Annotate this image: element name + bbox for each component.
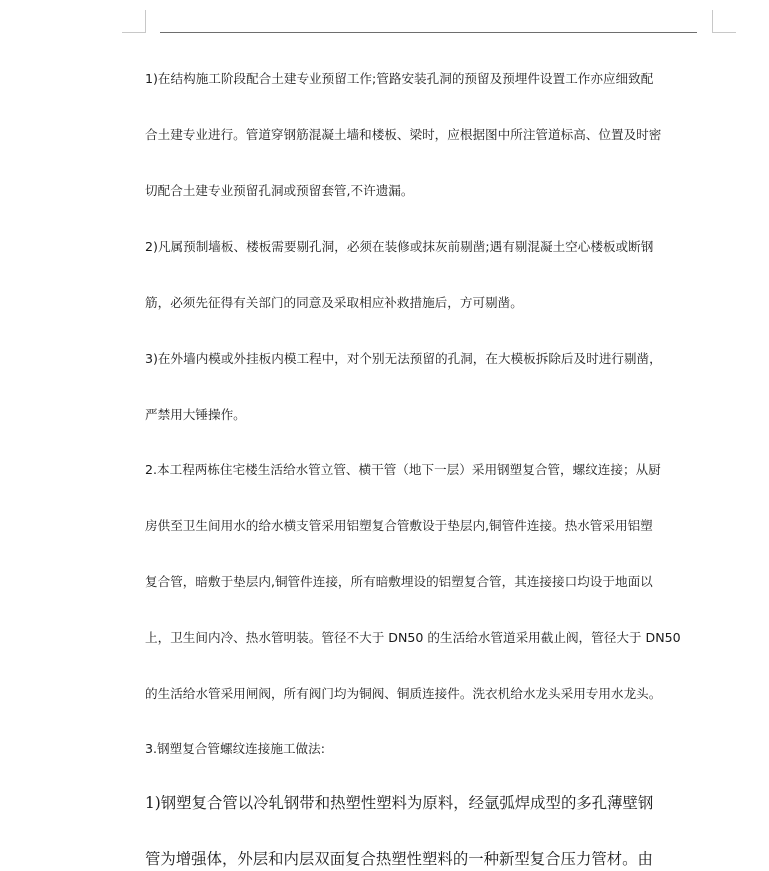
crop-mark-top-right-vertical — [712, 10, 713, 32]
text-line: 复合管，暗敷于垫层内,铜管件连接，所有暗敷埋设的铝塑复合管，其连接接口均设于地面以 — [145, 574, 653, 589]
text-line: 合土建专业进行。管道穿钢筋混凝土墙和楼板、梁时，应根据图中所注管道标高、位置及时密 — [145, 127, 662, 142]
crop-mark-top-left-horizontal — [122, 32, 146, 33]
text-line: 3.钢塑复合管螺纹连接施工做法: — [145, 741, 325, 756]
text-line: 上，卫生间内冷、热水管明装。管径不大于 DN50 的生活给水管道采用截止阀，管径大于 DN50 — [145, 630, 681, 645]
text-line: 严禁用大锤操作。 — [145, 407, 246, 422]
crop-mark-top-right-horizontal — [712, 32, 736, 33]
text-line: 3)在外墙内模或外挂板内模工程中，对个别无法预留的孔洞，在大模板拆除后及时进行剔凿， — [145, 351, 662, 366]
text-line: 1)钢塑复合管以冷轧钢带和热塑性塑料为原料，经氩弧焊成型的多孔薄壁钢 — [145, 794, 654, 812]
text-line: 2)凡属预制墙板、楼板需要剔孔洞，必须在装修或抹灰前剔凿;遇有剔混凝土空心楼板或断钢 — [145, 239, 654, 254]
text-line: 管为增强体，外层和内层双面复合热塑性塑料的一种新型复合压力管材。由 — [145, 850, 653, 868]
text-line: 的生活给水管采用闸阀，所有阀门均为铜阀、铜质连接件。洗衣机给水龙头采用专用水龙头。 — [145, 686, 662, 701]
text-line: 房供至卫生间用水的给水横支管采用铝塑复合管敷设于垫层内,铜管件连接。热水管采用铝塑 — [145, 518, 653, 533]
text-line: 筋，必须先征得有关部门的同意及采取相应补救措施后，方可剔凿。 — [145, 295, 523, 310]
text-line: 2.本工程两栋住宅楼生活给水管立管、横干管（地下一层）采用钢塑复合管，螺纹连接；从厨 — [145, 462, 661, 477]
header-rule — [160, 32, 697, 33]
crop-mark-top-left-vertical — [145, 10, 146, 32]
text-line: 切配合土建专业预留孔洞或预留套管,不许遗漏。 — [145, 183, 414, 198]
text-line: 1)在结构施工阶段配合土建专业预留工作;管路安装孔洞的预留及预埋件设置工作亦应细致配 — [145, 71, 654, 86]
